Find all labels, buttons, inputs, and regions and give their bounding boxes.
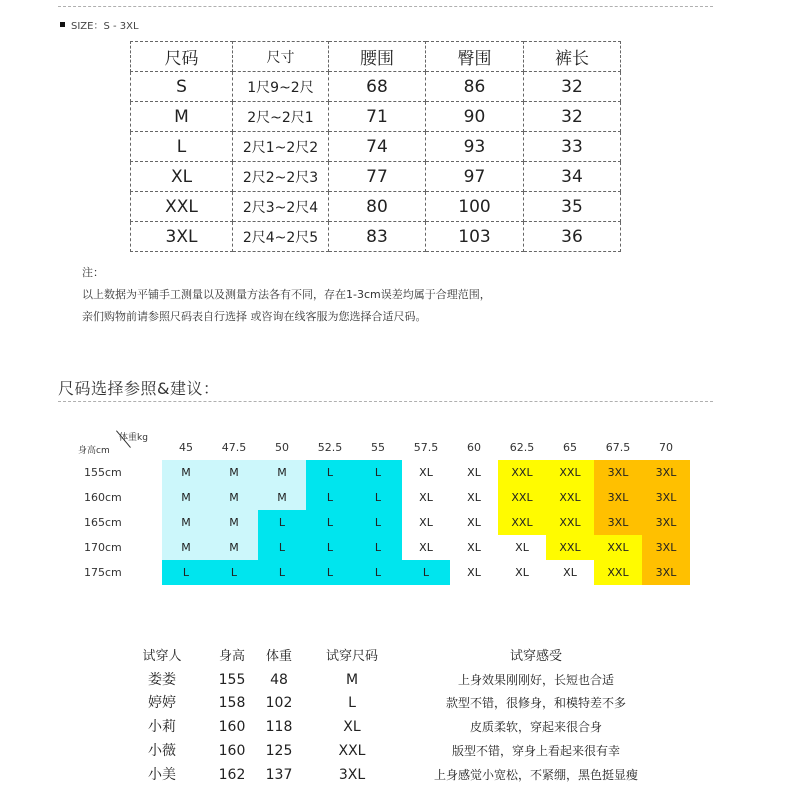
weight-column-header: 65 xyxy=(563,441,577,454)
tryon-header-cell: 身高 xyxy=(218,649,245,664)
recommended-size-cell: XL xyxy=(467,516,481,529)
tryon-cell: 48 xyxy=(270,672,288,688)
recommended-size-cell: M xyxy=(210,535,258,560)
recommended-size-cell: M xyxy=(162,510,210,535)
weight-column-header: 45 xyxy=(179,441,193,454)
recommended-size-cell: 3XL xyxy=(642,535,690,560)
height-row-label: 155cm xyxy=(84,466,122,479)
note-label: 注： xyxy=(82,266,104,279)
recommended-size-cell: M xyxy=(258,485,306,510)
height-row-label: 160cm xyxy=(84,491,122,504)
size-table-row xyxy=(131,72,621,102)
recommended-size-cell: L xyxy=(306,485,354,510)
size-table-cell: 103 xyxy=(426,222,524,252)
weight-column-header: 62.5 xyxy=(509,441,535,454)
tryon-row xyxy=(0,692,790,715)
size-table-cell: 100 xyxy=(426,192,524,222)
tryon-cell: 小莉 xyxy=(148,719,176,735)
weight-column-header: 57.5 xyxy=(413,441,439,454)
tryon-cell: 娄娄 xyxy=(148,672,176,688)
top-divider xyxy=(58,6,713,7)
tryon-header-cell: 试穿人 xyxy=(142,649,182,664)
tryon-cell: 皮质柔软，穿起来很合身 xyxy=(469,720,602,734)
size-range-text: SIZE：S - 3XL xyxy=(71,21,139,32)
size-table-cell: 80 xyxy=(329,192,426,222)
weight-column-header: 55 xyxy=(371,441,385,454)
size-table-cell: 35 xyxy=(524,192,621,222)
size-table-cell: 68 xyxy=(329,72,426,102)
recommended-size-cell: XL xyxy=(419,491,433,504)
recommended-size-cell: L xyxy=(258,510,306,535)
size-table-cell: 3XL xyxy=(131,222,233,252)
recommended-size-cell: L xyxy=(354,510,402,535)
size-table-header-cell: 尺寸 xyxy=(233,42,329,72)
size-table-cell: 2尺3~2尺4 xyxy=(233,192,329,222)
bullet-square-icon xyxy=(60,22,65,27)
tryon-cell: XL xyxy=(343,719,361,735)
tryon-cell: 158 xyxy=(218,695,246,711)
size-table-cell: 2尺2~2尺3 xyxy=(233,162,329,192)
weight-column-header: 70 xyxy=(659,441,673,454)
weight-column-header: 67.5 xyxy=(605,441,631,454)
size-table-row xyxy=(131,132,621,162)
measurement-note xyxy=(82,262,491,328)
recommended-size-cell: XXL xyxy=(498,510,546,535)
recommended-size-cell: XXL xyxy=(594,560,642,585)
size-table-row xyxy=(131,192,621,222)
recommended-size-cell: L xyxy=(354,485,402,510)
size-table-cell: 34 xyxy=(524,162,621,192)
size-table-cell: 97 xyxy=(426,162,524,192)
section-title: 尺码选择参照&建议： xyxy=(58,379,220,398)
recommended-size-cell: XXL xyxy=(594,535,642,560)
recommended-size-cell: L xyxy=(306,510,354,535)
recommended-size-cell: M xyxy=(258,460,306,485)
recommended-size-cell: XXL xyxy=(546,510,594,535)
tryon-cell: 上身感觉小宽松，不紧绷，黑色挺显瘦 xyxy=(433,768,638,782)
size-table-cell: M xyxy=(131,102,233,132)
recommended-size-cell: 3XL xyxy=(642,560,690,585)
size-table-header-cell: 臀围 xyxy=(426,42,524,72)
recommended-size-cell: XL xyxy=(515,541,529,554)
size-table-row xyxy=(131,222,621,252)
weight-column-header: 50 xyxy=(275,441,289,454)
recommended-size-cell: L xyxy=(354,460,402,485)
note-line-2: 亲们购物前请参照尺码表自行选择 或咨询在线客服为您选择合适尺码。 xyxy=(82,310,427,323)
height-row-label: 175cm xyxy=(84,566,122,579)
size-table-cell: 74 xyxy=(329,132,426,162)
recommended-size-cell: 3XL xyxy=(594,460,642,485)
tryon-cell: 小美 xyxy=(148,767,176,783)
recommended-size-cell: 3XL xyxy=(642,485,690,510)
recommended-size-cell: XXL xyxy=(546,460,594,485)
recommended-size-cell: L xyxy=(306,560,354,585)
recommended-size-cell: L xyxy=(354,560,402,585)
recommended-size-cell: XL xyxy=(419,541,433,554)
size-table-header-cell: 裤长 xyxy=(524,42,621,72)
weight-column-header: 60 xyxy=(467,441,481,454)
recommended-size-cell: XL xyxy=(467,466,481,479)
size-table-cell: 2尺4~2尺5 xyxy=(233,222,329,252)
recommended-size-cell: XL xyxy=(515,566,529,579)
size-table-header-row xyxy=(131,42,621,72)
size-range-label xyxy=(60,17,139,32)
recommended-size-cell: M xyxy=(162,460,210,485)
tryon-cell: 118 xyxy=(265,719,293,735)
recommended-size-cell: L xyxy=(258,560,306,585)
size-table-row xyxy=(131,102,621,132)
size-table-cell: 33 xyxy=(524,132,621,162)
size-table-header-cell: 尺码 xyxy=(131,42,233,72)
size-table-cell: 1尺9~2尺 xyxy=(233,72,329,102)
size-table-header-cell: 腰围 xyxy=(329,42,426,72)
size-table-cell: 32 xyxy=(524,102,621,132)
tryon-cell: 婷婷 xyxy=(148,695,176,711)
recommended-size-cell: L xyxy=(306,460,354,485)
size-table-cell: 32 xyxy=(524,72,621,102)
recommended-size-cell: L xyxy=(210,560,258,585)
tryon-row xyxy=(0,764,790,787)
recommended-size-cell: L xyxy=(354,535,402,560)
tryon-header-cell: 试穿尺码 xyxy=(325,649,378,664)
recommended-size-cell: 3XL xyxy=(642,460,690,485)
recommended-size-cell: XL xyxy=(467,566,481,579)
tryon-header-cell: 体重 xyxy=(265,649,292,664)
tryon-header-row xyxy=(0,645,790,668)
recommended-size-cell: XL xyxy=(419,466,433,479)
recommended-size-cell: L xyxy=(402,560,450,585)
recommended-size-cell: XL xyxy=(563,566,577,579)
tryon-cell: 160 xyxy=(218,719,246,735)
size-table-cell: S xyxy=(131,72,233,102)
recommended-size-cell: XL xyxy=(467,491,481,504)
recommended-size-cell: L xyxy=(258,535,306,560)
tryon-cell: 137 xyxy=(265,767,293,783)
tryon-cell: 160 xyxy=(218,743,246,759)
recommended-size-cell: M xyxy=(162,485,210,510)
recommended-size-cell: XXL xyxy=(498,460,546,485)
tryon-header-cell: 试穿感受 xyxy=(509,649,562,664)
tryon-cell: L xyxy=(348,695,356,711)
recommended-size-cell: 3XL xyxy=(642,510,690,535)
size-table-cell: 93 xyxy=(426,132,524,162)
tryon-row xyxy=(0,669,790,692)
size-table-cell: XL xyxy=(131,162,233,192)
tryon-cell: 102 xyxy=(265,695,293,711)
recommended-size-cell: XXL xyxy=(546,535,594,560)
size-table-cell: 86 xyxy=(426,72,524,102)
recommended-size-cell: XXL xyxy=(498,485,546,510)
tryon-cell: 155 xyxy=(218,672,246,688)
tryon-cell: 版型不错，穿身上看起来很有幸 xyxy=(451,744,620,758)
weight-axis-label: 体重kg xyxy=(119,433,148,443)
tryon-row xyxy=(0,740,790,763)
tryon-cell: 款型不错，很修身，和模特差不多 xyxy=(445,696,626,710)
size-table-cell: 90 xyxy=(426,102,524,132)
recommended-size-cell: XL xyxy=(419,516,433,529)
tryon-row xyxy=(0,716,790,739)
recommended-size-cell: L xyxy=(306,535,354,560)
section-divider xyxy=(58,401,713,402)
recommended-size-cell: 3XL xyxy=(594,485,642,510)
recommended-size-cell: XXL xyxy=(546,485,594,510)
size-table-cell: 71 xyxy=(329,102,426,132)
note-line-1: 以上数据为平铺手工测量以及测量方法各有不同，存在1-3cm误差均属于合理范围， xyxy=(82,288,491,301)
size-table xyxy=(130,41,621,252)
recommended-size-cell: M xyxy=(210,510,258,535)
height-row-label: 170cm xyxy=(84,541,122,554)
recommended-size-cell: 3XL xyxy=(594,510,642,535)
tryon-cell: XXL xyxy=(338,743,366,759)
weight-column-header: 47.5 xyxy=(221,441,247,454)
size-table-cell: L xyxy=(131,132,233,162)
tryon-cell: 上身效果刚刚好，长短也合适 xyxy=(457,673,614,687)
tryon-cell: 162 xyxy=(218,767,246,783)
size-table-cell: 83 xyxy=(329,222,426,252)
size-table-cell: XXL xyxy=(131,192,233,222)
recommended-size-cell: M xyxy=(210,460,258,485)
recommended-size-cell: L xyxy=(162,560,210,585)
tryon-cell: 3XL xyxy=(338,767,366,783)
size-table-cell: 36 xyxy=(524,222,621,252)
size-table-cell: 77 xyxy=(329,162,426,192)
size-table-cell: 2尺1~2尺2 xyxy=(233,132,329,162)
tryon-cell: M xyxy=(345,672,359,688)
tryon-cell: 小薇 xyxy=(148,743,176,759)
weight-column-header: 52.5 xyxy=(317,441,343,454)
height-axis-label: 身高cm xyxy=(78,446,110,456)
recommended-size-cell: M xyxy=(162,535,210,560)
tryon-cell: 125 xyxy=(265,743,293,759)
recommendation-corner-header xyxy=(78,429,163,459)
recommended-size-cell: XL xyxy=(467,541,481,554)
size-table-row xyxy=(131,162,621,192)
size-table-cell: 2尺~2尺1 xyxy=(233,102,329,132)
recommended-size-cell: M xyxy=(210,485,258,510)
height-row-label: 165cm xyxy=(84,516,122,529)
